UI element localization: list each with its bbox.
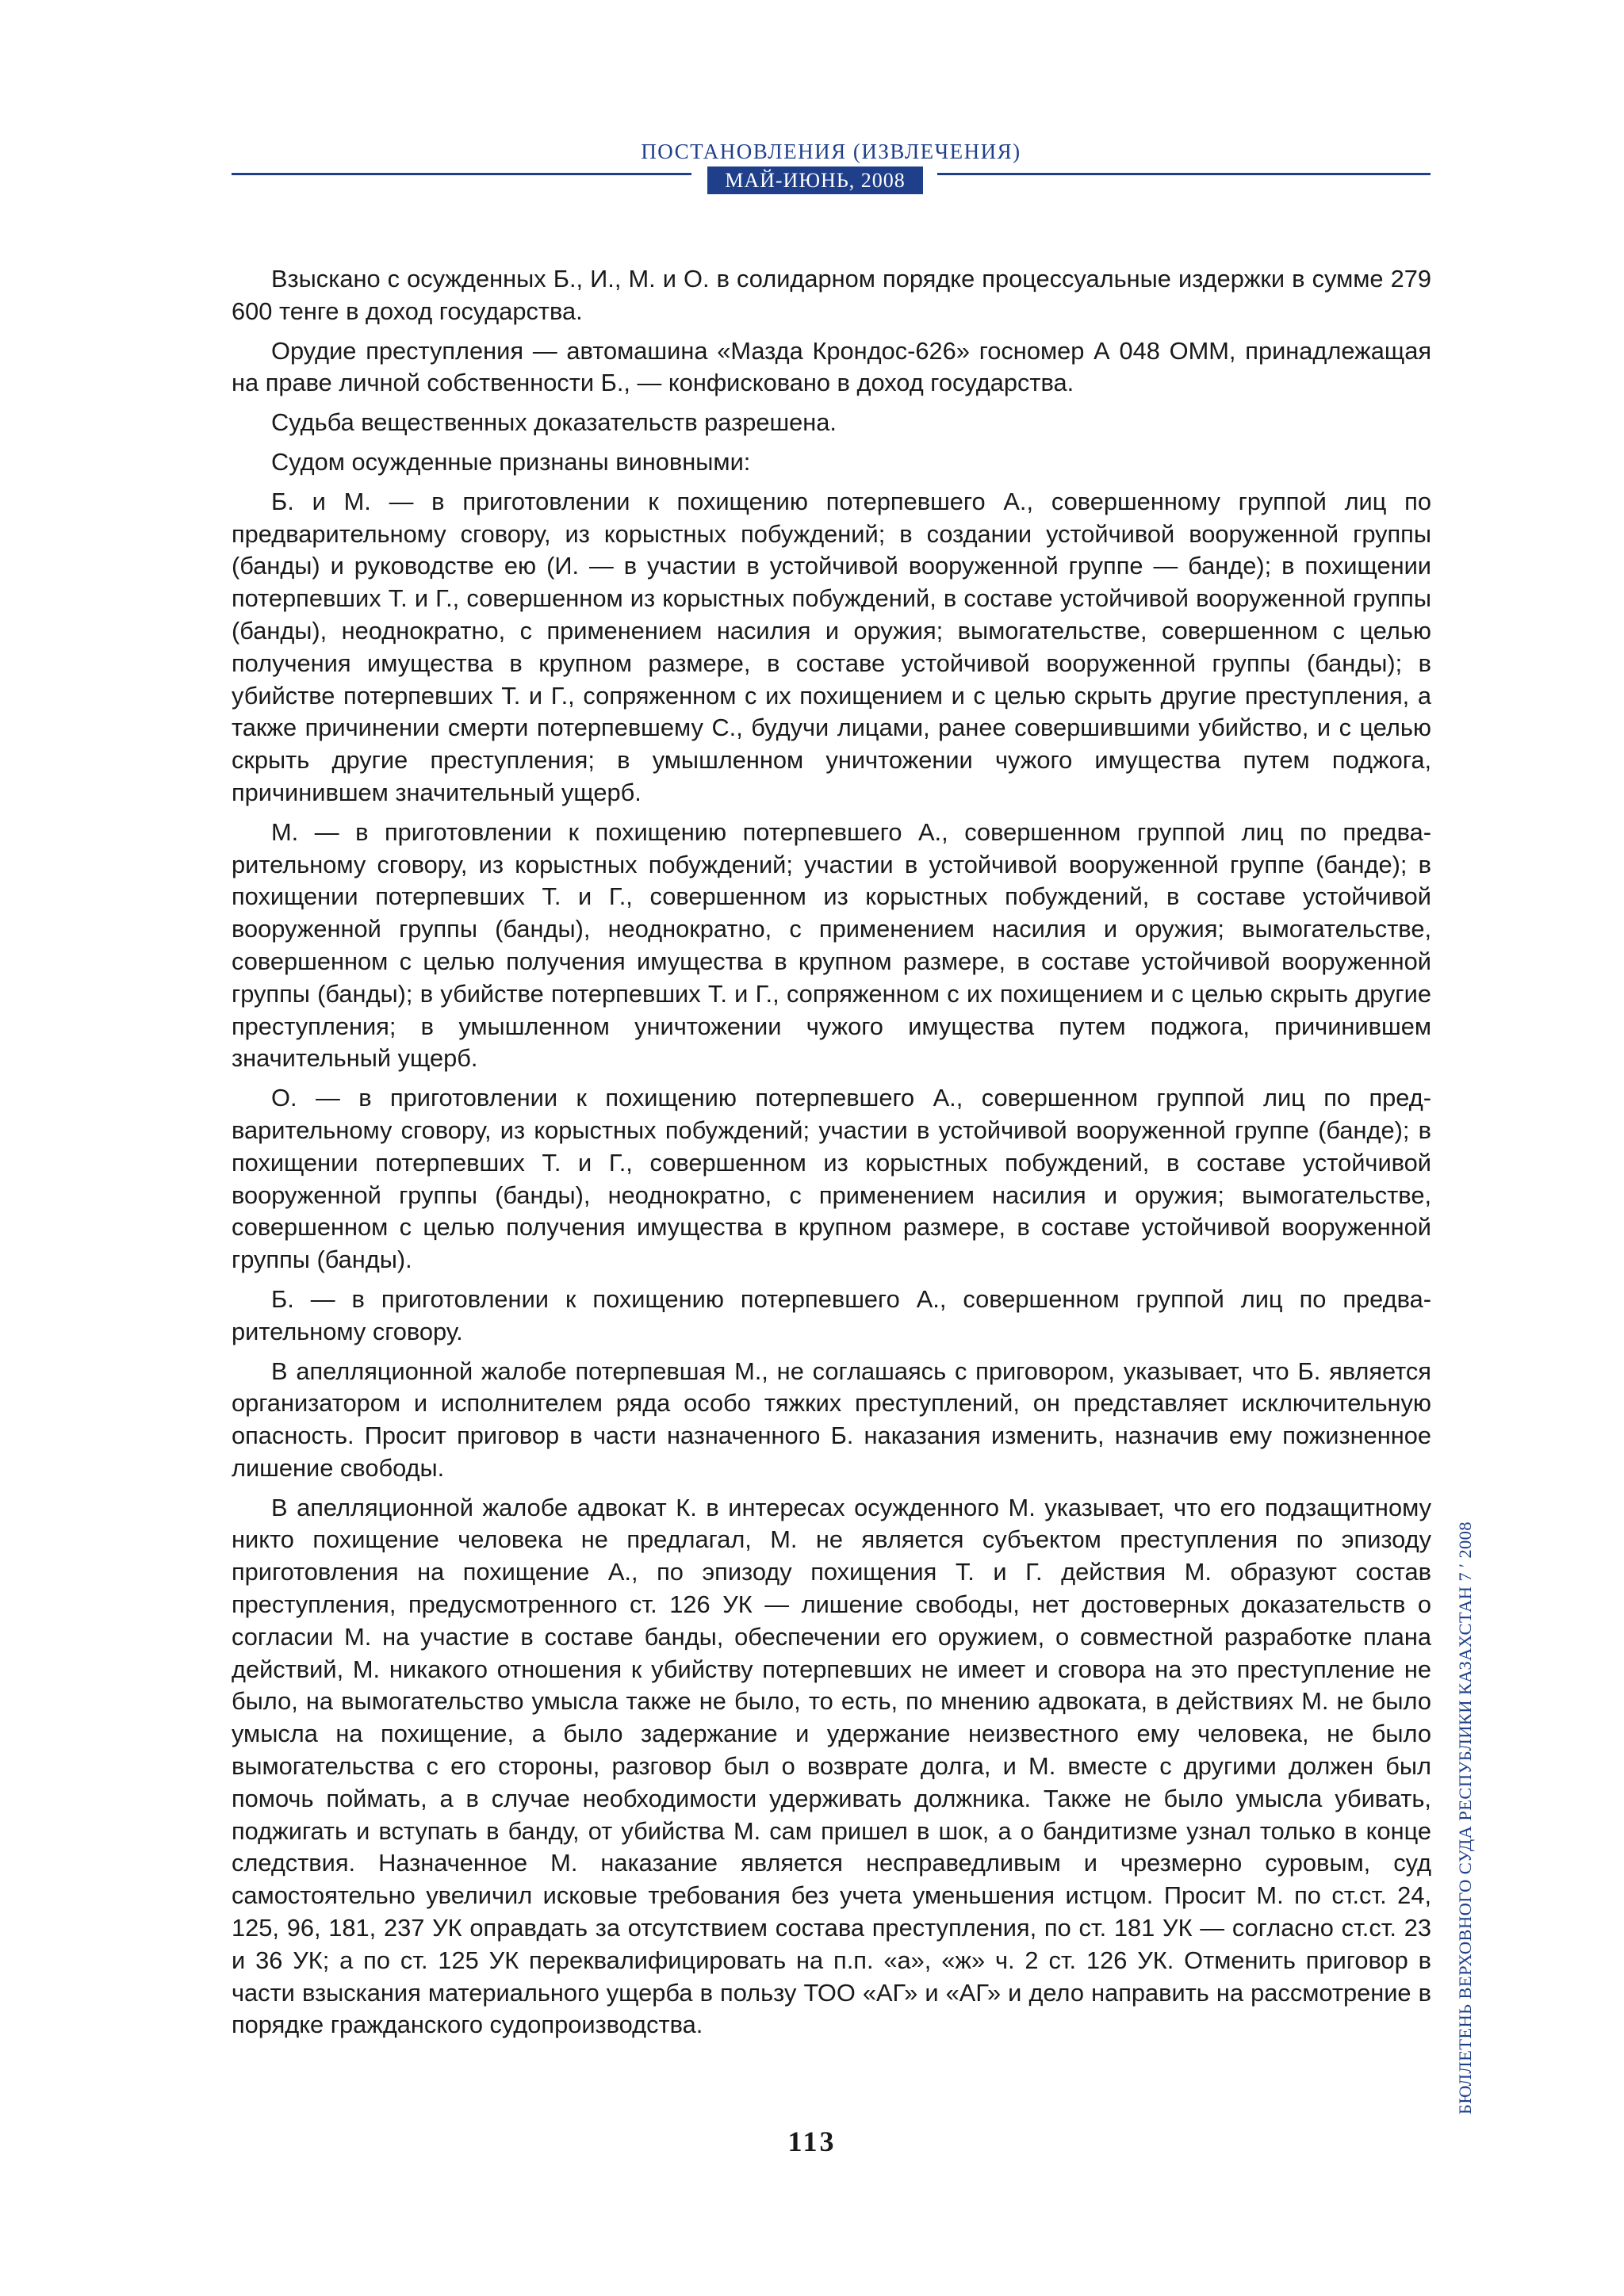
paragraph: Судом осужденные признаны виновными: [271, 447, 751, 476]
paragraph: В апелляционной жалобе адвокат К. в интересах осужденного М. указывает, что его подзащитному никто похищение человека не предлагал, М. не является субъектом преступления по эпизоду приготовления на похищение А., по эпизоду похищения Т. и Г. действия М. образуют состав преступления, предусмотренного ст. 126 УК — лишение свободы, нет достоверных доказательств о согласии М. на участие в составе банды, обеспечении его оружием, о совместной разработке плана действий, М. никакого отношения к убийству потерпевших не имеет и сговора на это преступление не было, на вымогательство умысла также не было, то есть, по мнению адвоката, в действиях М. не было умысла на похищение, а было задержание и удержание неизвестного ему человека, не было вымогательства с его стороны, разговор был о возврате долга, и М. вместе с другими должен был помочь поймать, а в случае необходимости удерживать должника. Также не было умысла убивать, поджигать и вступать в банду, от убийства М. сам пришел в шок, а о бандитизме узнал только в конце следствия. Назначенное М. наказание является несправедливым и чрезмерно суровым, суд самостоятельно увеличил исковые требования без учета уменьшения истцом. Просит М. по ст.ст. 24, 125, 96, 181, 237 УК оправдать за отсутствием состава преступления, по ст. 181 УК — согласно ст.ст. 23 и 36 УК; а по ст. 125 УК переквалифицировать на п.п. «а», «ж» ч. 2 ст. 126 УК. Отменить приговор в части взыскания материального ущерба в пользу ТОО «АГ» и «АГ» и дело направить на рассмотрение в порядке гражданского судопроизводства. [232, 1493, 1431, 2039]
page-number: 113 [787, 2126, 837, 2157]
paragraph: О. — в приготовлении к похищению потерпевшего А., совершенном группой лиц по предварительному сговору, из корыстных побуждений; участии в устойчивой вооруженной группе (банде); в похищении потерпевших Т. и Г., совершенном из корыстных побуждений, в составе устойчивой вооруженной группы (банды), неоднократно, с применением насилия и оружия; вымогательстве, совершенном с целью получения имущества в крупном размере, в составе устойчивой вооруженной группы (банды). [232, 1084, 1431, 1274]
header-rule-right [937, 173, 1431, 175]
paragraph: В апелляционной жалобе потерпевшая М., не соглашаясь с приговором, указывает, что Б. является организатором и исполнителем ряда особо тяжких преступлений, он представляет исключительную опасность. Просит приговор в части назначенного Б. наказания изменить, назначив ему пожизненное лишение свободы. [232, 1357, 1431, 1482]
paragraph: Судьба вещественных доказательств разрешена. [271, 408, 837, 437]
header-rule-left [232, 173, 691, 175]
paragraph: Орудие преступления — автомашина «Мазда Крондос-626» госномер А 048 ОММ, принадлежащая на праве личной собственности Б., — конфисковано в доход государства. [232, 336, 1431, 397]
paragraph: М. — в приготовлении к похищению потерпевшего А., совершенном группой лиц по предварительному сговору, из корыстных побуждений; участии в устойчивой вооруженной группе (банде); в похищении потерпевших Т. и Г., совершенном из корыстных побуждений, в составе устойчивой вооруженной группы (банды), неоднократно, с применением насилия и оружия; вымогательстве, совершенном с целью получения имущества в крупном размере, в составе устойчивой вооруженной группы (банды); в убийстве потерпевших Т. и Г., сопряженном с их похищением и с целью скрыть другие преступления; в умышленном уничтожении чужого имущества путем поджога, причинившем значительный ущерб. [232, 817, 1431, 1073]
paragraph: Взыскано с осужденных Б., И., М. и О. в солидарном порядке процессуальные издержки в сумме 279 600 тенге в доход государства. [232, 265, 1431, 325]
document-body [232, 263, 1431, 2049]
issue-badge: МАЙ-ИЮНЬ, 2008 [707, 166, 923, 194]
section-title: ПОСТАНОВЛЕНИЯ (ИЗВЛЕЧЕНИЯ) [641, 140, 1021, 163]
journal-side-caption: БЮЛЛЕТЕНЬ ВЕРХОВНОГО СУДА РЕСПУБЛИКИ КАЗАХСТАН 7 ′ 2008 [1455, 1521, 1475, 2114]
paragraph: Б. и М. — в приготовлении к похищению потерпевшего А., совершенному группой лиц по предварительному сговору, из корыстных побуждений; в создании устойчивой вооруженной группы (банды) и руководстве ею (И. — в участии в устойчивой вооруженной группе — банде); в похищении потерпевших Т. и Г., совершенном из корыстных побуждений, в составе устойчивой вооруженной группы (банды), неоднократно, с применением насилия и оружия; вымогательстве, совершенном с целью получения имущества в крупном размере, в составе устойчивой вооруженной группы (банды); в убийстве потерпевших Т. и Г., сопряженном с их похищением и с целью скрыть другие преступления, а также причинении смерти потерпевшему С., будучи лицами, ранее совершившими убийство, и с целью скрыть другие преступления; в умышленном уничтожении чужого имущества путем поджога, причинившем значительный ущерб. [232, 487, 1431, 806]
running-header [232, 140, 1431, 203]
paragraph: Б. — в приготовлении к похищению потерпевшего А., совершенном группой лиц по предварительному сговору. [232, 1284, 1431, 1345]
